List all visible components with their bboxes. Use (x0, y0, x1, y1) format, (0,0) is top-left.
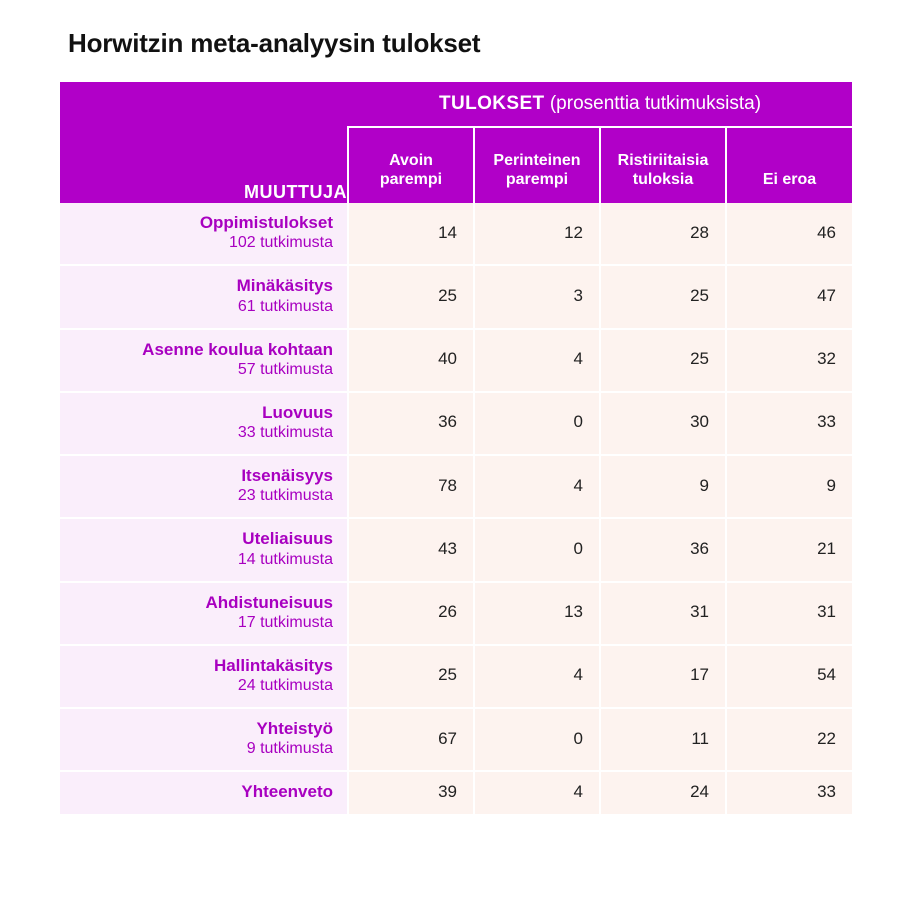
value-conflicting: 31 (600, 582, 726, 645)
value-conflicting: 25 (600, 265, 726, 328)
table-row-summary (60, 771, 852, 813)
value-no-difference: 32 (726, 329, 852, 392)
value-conflicting: 9 (600, 455, 726, 518)
column-header-no-difference: Ei eroa (726, 127, 852, 203)
variable-name: Yhteenveto (241, 782, 333, 802)
value-open-better: 36 (348, 392, 474, 455)
variable-name: Asenne koulua kohtaan (142, 339, 333, 359)
value-conflicting: 11 (600, 708, 726, 771)
value-traditional-better: 4 (474, 329, 600, 392)
value-traditional-better: 4 (474, 645, 600, 708)
value-conflicting: 25 (600, 329, 726, 392)
variable-studies: 9 tutkimusta (246, 740, 333, 758)
value-conflicting: 17 (600, 645, 726, 708)
value-no-difference: 31 (726, 582, 852, 645)
value-traditional-better: 4 (474, 455, 600, 518)
value-no-difference: 22 (726, 708, 852, 771)
variable-cell (60, 518, 348, 581)
table-row (60, 203, 852, 265)
column-group-header-results (348, 82, 852, 127)
variable-name: Itsenäisyys (241, 466, 333, 485)
variable-cell (60, 582, 348, 645)
variable-cell (60, 203, 348, 265)
value-conflicting: 36 (600, 518, 726, 581)
value-open-better: 39 (348, 771, 474, 813)
table-row (60, 518, 852, 581)
variable-cell (60, 771, 348, 813)
value-open-better: 67 (348, 708, 474, 771)
value-traditional-better: 0 (474, 518, 600, 581)
value-traditional-better: 3 (474, 265, 600, 328)
value-traditional-better: 13 (474, 582, 600, 645)
value-open-better: 25 (348, 265, 474, 328)
column-header-variable: MUUTTUJA (60, 82, 348, 203)
variable-studies: 14 tutkimusta (237, 550, 333, 568)
variable-name: Uteliaisuus (242, 529, 333, 549)
value-no-difference: 21 (726, 518, 852, 581)
table-header (60, 82, 852, 203)
value-conflicting: 30 (600, 392, 726, 455)
value-no-difference: 33 (726, 771, 852, 813)
table-row (60, 455, 852, 518)
value-traditional-better: 0 (474, 708, 600, 771)
variable-name: Minäkäsitys (236, 276, 333, 296)
variable-studies: 102 tutkimusta (228, 234, 333, 252)
variable-cell (60, 392, 348, 455)
table-row (60, 708, 852, 771)
variable-name: Yhteistyö (256, 719, 333, 738)
value-conflicting: 24 (600, 771, 726, 813)
value-open-better: 43 (348, 518, 474, 581)
variable-cell (60, 265, 348, 328)
results-table-container (60, 82, 852, 814)
value-no-difference: 54 (726, 645, 852, 708)
table-row (60, 645, 852, 708)
value-no-difference: 46 (726, 203, 852, 265)
value-open-better: 78 (348, 455, 474, 518)
variable-name: Hallintakäsitys (213, 655, 333, 675)
variable-cell (60, 708, 348, 771)
variable-studies: 24 tutkimusta (237, 677, 333, 694)
column-header-conflicting: Ristiriitaisia tuloksia (600, 127, 726, 203)
table-body (60, 203, 852, 814)
value-open-better: 14 (348, 203, 474, 265)
value-traditional-better: 4 (474, 771, 600, 813)
page-title: Horwitzin meta-analyysin tulokset (68, 28, 481, 58)
variable-name: Luovuus (262, 402, 333, 422)
column-header-traditional-better: Perinteinen parempi (474, 127, 600, 203)
value-no-difference: 33 (726, 392, 852, 455)
value-open-better: 26 (348, 582, 474, 645)
column-group-header-normal: (prosenttia tutkimuksista) (544, 93, 762, 114)
value-open-better: 40 (348, 329, 474, 392)
variable-cell (60, 455, 348, 518)
table-row (60, 582, 852, 645)
value-no-difference: 47 (726, 265, 852, 328)
value-no-difference: 9 (726, 455, 852, 518)
variable-cell (60, 645, 348, 708)
value-open-better: 25 (348, 645, 474, 708)
value-traditional-better: 12 (474, 203, 600, 265)
column-group-header-strong: TULOKSET (438, 93, 545, 114)
table-row (60, 329, 852, 392)
meta-analysis-table (60, 82, 852, 814)
variable-studies: 33 tutkimusta (237, 424, 333, 441)
table-row (60, 265, 852, 328)
variable-studies: 61 tutkimusta (237, 297, 333, 315)
table-row (60, 392, 852, 455)
variable-name: Oppimistulokset (199, 213, 333, 232)
value-conflicting: 28 (600, 203, 726, 265)
value-traditional-better: 0 (474, 392, 600, 455)
variable-cell (60, 329, 348, 392)
variable-studies: 17 tutkimusta (237, 613, 333, 631)
variable-studies: 57 tutkimusta (237, 360, 333, 378)
variable-studies: 23 tutkimusta (237, 487, 333, 505)
table-header-row-group (60, 82, 852, 127)
variable-name: Ahdistuneisuus (205, 592, 333, 612)
column-header-open-better: Avoin parempi (348, 127, 474, 203)
